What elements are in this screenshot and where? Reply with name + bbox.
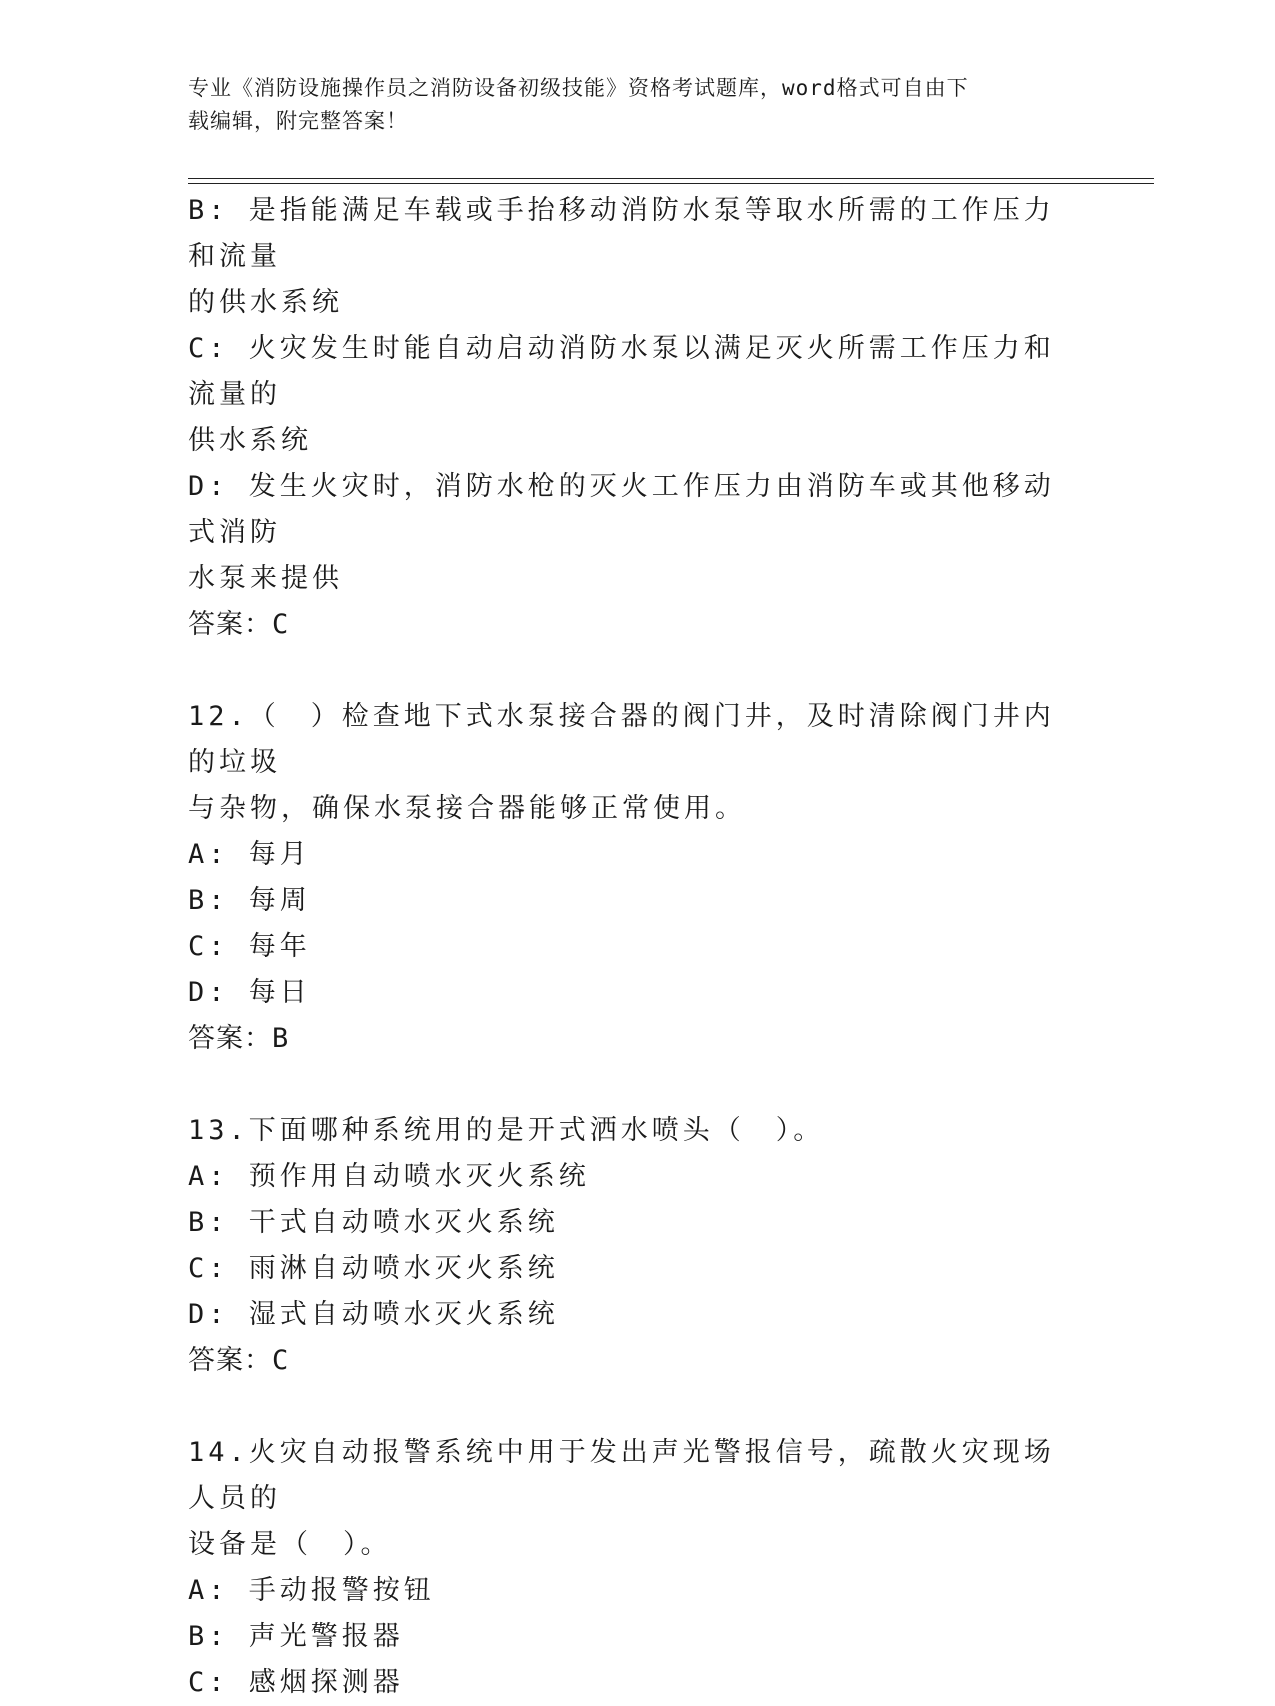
option-c	[188, 326, 1078, 464]
spacer	[188, 648, 1078, 694]
question-stem: 设备是（ ）。	[188, 1529, 392, 1560]
option-a: A: 手动报警按钮	[188, 1575, 435, 1606]
header-divider-top	[188, 178, 1154, 179]
option-c: C: 感烟探测器	[188, 1667, 404, 1698]
option-text: 供水系统	[188, 425, 312, 456]
question-stem: 13.下面哪种系统用的是开式洒水喷头（ ）。	[188, 1115, 825, 1146]
document-header	[188, 72, 1068, 138]
option-c: C: 雨淋自动喷水灭火系统	[188, 1253, 559, 1284]
header-line-2: 载编辑，附完整答案！	[188, 109, 408, 133]
option-d: D: 每日	[188, 977, 311, 1008]
option-a: A: 每月	[188, 839, 311, 870]
option-text: D: 发生火灾时，消防水枪的灭火工作压力由消防车或其他移动式消防	[188, 471, 1055, 548]
option-d: D: 湿式自动喷水灭火系统	[188, 1299, 559, 1330]
question-13	[188, 1108, 1078, 1384]
option-text: C: 火灾发生时能自动启动消防水泵以满足灭火所需工作压力和流量的	[188, 333, 1055, 410]
option-text: B: 是指能满足车载或手抬移动消防水泵等取水所需的工作压力和流量	[188, 195, 1055, 272]
question-stem: 14.火灾自动报警系统中用于发出声光警报信号，疏散火灾现场人员的	[188, 1437, 1055, 1514]
question-stem: 12.（ ）检查地下式水泵接合器的阀门井，及时清除阀门井内的垃圾	[188, 701, 1055, 778]
answer-label: 答案：B	[188, 1023, 290, 1054]
option-b: B: 声光警报器	[188, 1621, 404, 1652]
question-11	[188, 188, 1078, 648]
spacer	[188, 1384, 1078, 1430]
header-divider-bottom	[188, 183, 1154, 184]
option-a: A: 预作用自动喷水灭火系统	[188, 1161, 590, 1192]
question-stem: 与杂物，确保水泵接合器能够正常使用。	[188, 793, 746, 824]
option-d	[188, 464, 1078, 602]
option-b: B: 每周	[188, 885, 311, 916]
answer-label: 答案：C	[188, 1345, 290, 1376]
question-14	[188, 1430, 1078, 1706]
option-text: 的供水系统	[188, 287, 343, 318]
question-12	[188, 694, 1078, 1062]
answer-label: 答案：C	[188, 609, 290, 640]
option-b: B: 干式自动喷水灭火系统	[188, 1207, 559, 1238]
header-line-1: 专业《消防设施操作员之消防设备初级技能》资格考试题库，word格式可自由下	[188, 76, 969, 100]
spacer	[188, 1062, 1078, 1108]
option-b	[188, 188, 1078, 326]
option-text: 水泵来提供	[188, 563, 343, 594]
question-list	[188, 188, 1078, 1706]
option-c: C: 每年	[188, 931, 311, 962]
